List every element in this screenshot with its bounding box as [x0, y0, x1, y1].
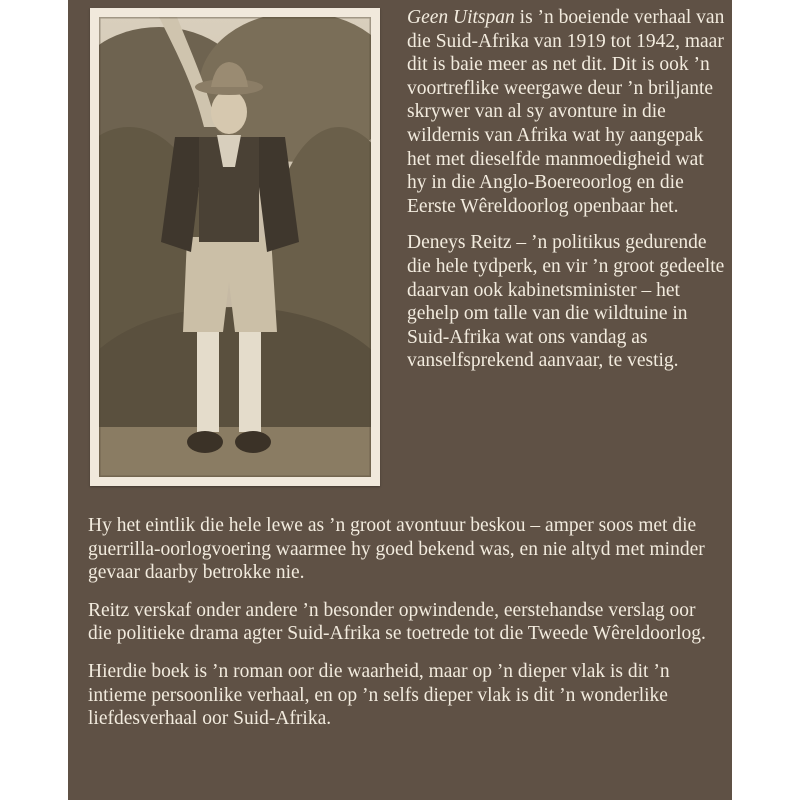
right-text-column — [407, 6, 727, 386]
intro-paragraph — [407, 6, 727, 218]
full-width-text — [88, 514, 724, 745]
author-photo — [90, 8, 380, 486]
author-paragraph: Deneys Reitz – ’n politikus gedurende die hele tydperk, en vir ’n groot gedeelte daarvan ook kabinetsminister – het gehelp om talle van die wildtuine in Suid-Afrika wat ons vandag as vanselfsprekend aanvaar, te vestig. — [407, 232, 725, 372]
adventure-paragraph: Hy het eintlik die hele lewe as ’n groot avontuur beskou – amper soos met die guerrilla-oorlogvoering waarmee hy goed bekend was, en nie altyd met minder gevaar daarby betrokke nie. — [88, 515, 705, 584]
intro-text: is ’n boeiende verhaal van die Suid-Afrika van 1919 tot 1942, maar dit is baie meer as net dit. Dit is ook ’n voortreflike weergawe deur ’n briljante skrywer van al sy avonture in die wildernis van Afrika wat hy aangepak het met dieselfde manmoedigheid wat hy in die Anglo-Boereoorlog en die Eerste Wêreldoorlog openbaar het. — [407, 7, 725, 217]
book-title: Geen Uitspan — [407, 7, 515, 28]
politics-paragraph: Reitz verskaf onder andere ’n besonder opwindende, eerstehandse verslag oor die politieke drama agter Suid-Afrika se toetrede tot die Tweede Wêreldoorlog. — [88, 599, 706, 645]
book-back-cover — [68, 0, 732, 800]
man-in-hat-photo-icon — [99, 17, 371, 477]
closing-paragraph: Hierdie boek is ’n roman oor die waarheid, maar op ’n dieper vlak is dit ’n intieme persoonlike verhaal, en op ’n selfs dieper vlak is dit ’n wonderlike liefdesverhaal oor Suid-Afrika. — [88, 660, 670, 730]
